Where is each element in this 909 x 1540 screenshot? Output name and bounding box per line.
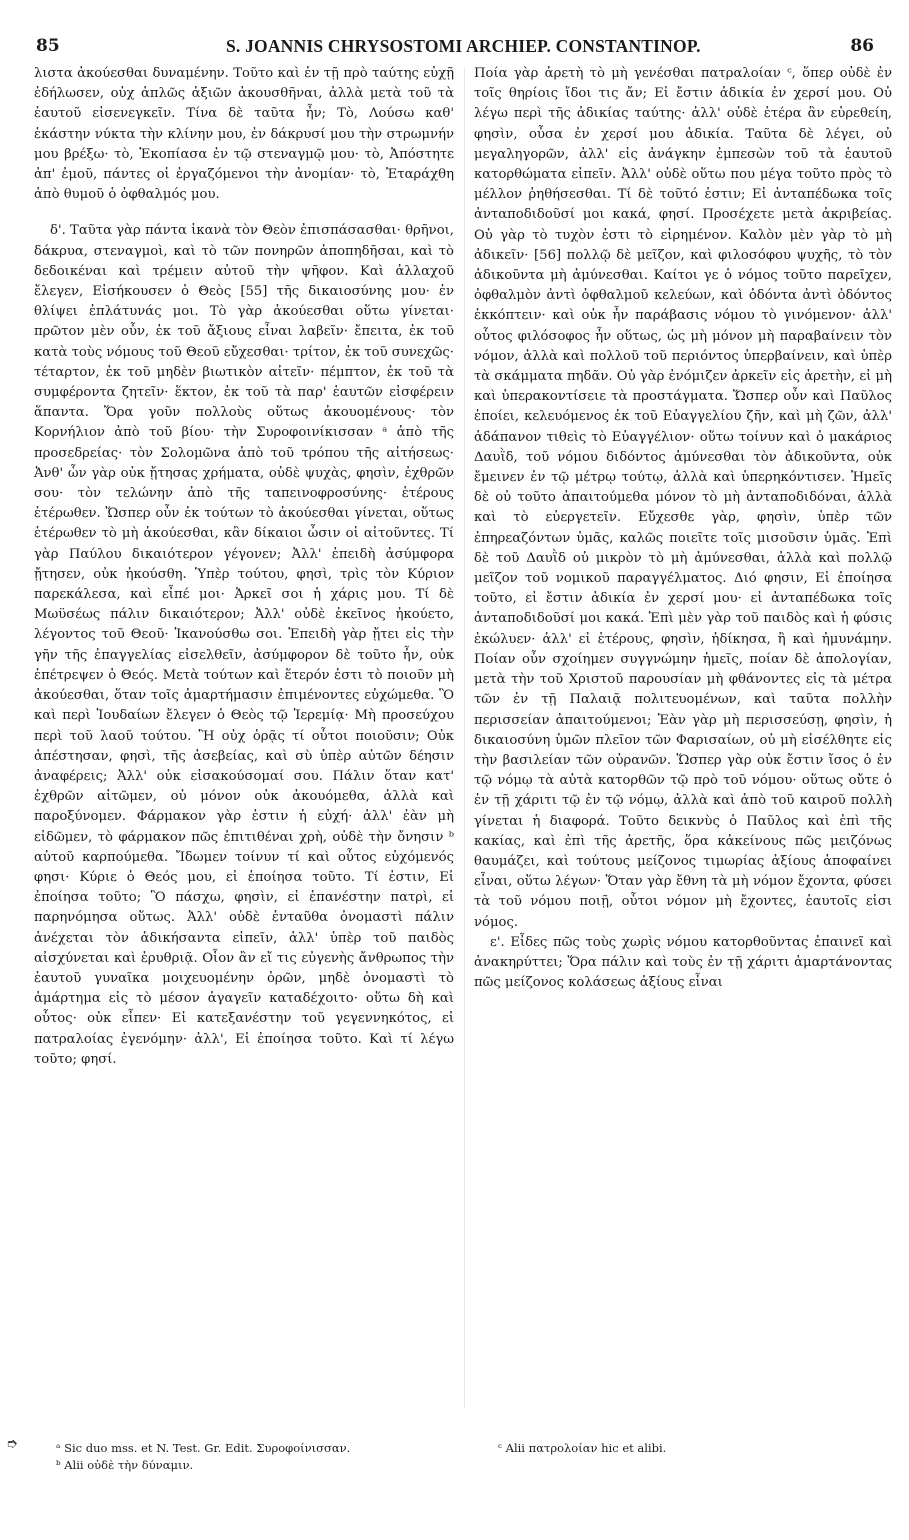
right-column: [474, 64, 892, 993]
right-paragraph-1: Ποία γὰρ ἀρετὴ τὸ μὴ γενέσθαι πατραλοίαν ᶜ, ὅπερ οὐδὲ ἐν τοῖς θηρίοις ἴδοι τις ἄν; Εἰ ἔστιν ἀδικία ἐν χερσί μου. Οὐ λέγω περὶ τῆς ἀδικίας ταύτης· ἀλλ' οὐδὲ ἑτέρα ἂν εὑρεθείη, φησὶν, οὖσα ἐν χερσί μου ἀδικία. Ταῦτα δὲ λέγει, οὐ μεγαληγορῶν, ἀλλ' εἰς ἀνάγκην ἐμπεσὼν τοῦ τὰ ἑαυτοῦ κατορθώματα εἰπεῖν. Ἀλλ' οὐδὲ οὕτω που μέγα τοῦτο πρὸς τὸ μέλλον ῥηθήσεσθαι. Τί δὲ τοῦτό ἐστιν; Εἰ ἀνταπέδωκα τοῖς ἀνταποδιδοῦσί μοι κακά, φησί. Προσέχετε μετὰ ἀκριβείας. Οὐ γὰρ τὸ τυχὸν ἐστι τὸ εἰρημένον. Καλὸν μὲν γὰρ τὸ μὴ ἀδικεῖν· [56] πολλῷ δὲ μεῖζον, καὶ φιλοσόφου ψυχῆς, τὸ τὸν ἀδικοῦντα μὴ ἀμύνεσθαι. Καίτοι γε ὁ νόμος τοῦτο παρεῖχεν, ὀφθαλμὸν ἀντὶ ὀφθαλμοῦ κελεύων, καὶ ὀδόντα ἀντὶ ὀδόντος ἐκκόπτειν· καὶ οὐκ ἦν παράβασις νόμου τὸ γινόμενον· ἀλλ' οὗτος φιλόσοφος ἦν οὕτως, ὡς μὴ μόνον μὴ παραβαίνειν τὸν νόμον, ἀλλὰ καὶ πολλοῦ τοῦ περιόντος ὑπερβαίνειν, καὶ ὑπὲρ τὰ σκάμματα πηδᾶν. Οὐ γὰρ ἐνόμιζεν ἀρκεῖν εἰς ἀρετὴν, εἰ μὴ καὶ ὑπερακοντίσειε τὰ προστάγματα. Ὥσπερ οὖν καὶ Παῦλος ἐποίει, κελευόμενος ἐκ τοῦ Εὐαγγελίου ζῆν, καὶ μὴ ζῶν, ἀλλ' ἀδάπανον τιθεὶς τὸ Εὐαγγέλιον· οὕτω τοίνυν καὶ ὁ μακάριος Δαυῒδ, τοῦ νόμου διδόντος ἀμύνεσθαι τὸν ἀδικοῦντα, οὐκ ἔμεινεν ἐν τῷ μέτρῳ τούτῳ, ἀλλὰ καὶ ὑπερηκόντισεν. Ἡμεῖς δὲ οὐ τοῦτο ἀπαιτούμεθα μόνον τὸ μὴ ἀνταποδιδόναι, ἀλλὰ καὶ τὸ εὐεργετεῖν. Εὔχεσθε γὰρ, φησὶν, ὑπὲρ τῶν ἐπηρεαζόντων ὑμᾶς, καλῶς ποιεῖτε τοῖς μισοῦσιν ὑμᾶς. Ἐπὶ δὲ τοῦ Δαυῒδ οὐ μικρὸν τὸ μὴ ἀμύνεσθαι, ἀλλὰ καὶ πολλῷ μεῖζον τοῦ νομικοῦ παραγγέλματος. Διό φησιν, Εἰ ἐποίησα τοῦτο, εἰ ἔστιν ἀδικία ἐν χερσί μου· εἰ ἀνταπέδωκα τοῖς ἀνταποδιδοῦσί μοι κακά. Ἐπὶ μὲν γὰρ τοῦ παιδὸς καὶ ἡ φύσις ἐκώλυεν· ἀλλ' εἰ ἑτέρους, φησὶν, ἠδίκησα, ἢ καὶ ἠμυνάμην. Ποίαν οὖν σχοίημεν συγγνώμην ἡμεῖς, ποίαν δὲ ἀπολογίαν, μετὰ τὴν τοῦ Χριστοῦ παρουσίαν μὴ φθάνοντες εἰς τὰ μέτρα τῶν ἐν τῇ Παλαιᾷ πολιτευομένων, καὶ ταῦτα πολλὴν περισσείαν ἀπαιτούμενοι; Ἐὰν γὰρ μὴ περισσεύσῃ, φησὶν, ἡ δικαιοσύνη ὑμῶν πλεῖον τῶν Φαρισαίων, οὐ μὴ εἰσέλθητε εἰς τὴν βασιλείαν τῶν οὐρανῶν. Ὥσπερ γὰρ οὐκ ἔστιν ἴσος ὁ ἐν τῷ νόμῳ τὰ αὐτὰ κατορθῶν τῷ πρὸ τοῦ νόμου· οὕτως οὔτε ὁ ἐν τῇ χάριτι τῷ ἐν τῷ νόμῳ, ἀλλὰ καὶ ἀπὸ τοῦ καιροῦ πολλὴ γίνεται ἡ διαφορά. Τοῦτο δεικνὺς ὁ Παῦλος καὶ ἐπὶ τῆς κακίας, καὶ ἐπὶ τῆς ἀρετῆς, ὅρα κἀκείνους πῶς μειζόνως θαυμάζει, καὶ τούτους μείζονος τιμωρίας ἀξίους ἀποφαίνει εἶναι, οὕτω λέγων· Ὅταν γὰρ ἔθνη τὰ μὴ νόμον ἔχοντα, φύσει τὰ τοῦ νόμου ποιῇ, οὗτοι νόμον μὴ ἔχοντες, ἑαυτοῖς εἰσι νόμος.: [474, 66, 892, 930]
left-paragraph-2: δ'. Ταῦτα γὰρ πάντα ἱκανὰ τὸν Θεὸν ἐπισπάσασθαι· θρῆνοι, δάκρυα, στεναγμοὶ, καὶ τὸ τῶν πονηρῶν ἀποπηδῆσαι, καὶ τὸ δεδοικέναι καὶ τρέμειν αὐτοῦ τὴν ψῆφον. Καὶ ἀλλαχοῦ ἔλεγεν, Εἰσήκουσεν ὁ Θεὸς [55] τῆς δικαιοσύνης μου· ἐν θλίψει ἐπλάτυνάς μοι. Τὸ γὰρ ἀκούεσθαι οὕτω γίνεται· πρῶτον μὲν οὖν, ἐκ τοῦ ἄξιους εἶναι λαβεῖν· ἔπειτα, ἐκ τοῦ κατὰ τοὺς νόμους τοῦ Θεοῦ εὔχεσθαι· τρίτον, ἐκ τοῦ συνεχῶς· τέταρτον, ἐκ τοῦ μηδὲν βιωτικὸν αἰτεῖν· πέμπτον, ἐκ τοῦ τὰ συμφέροντα ζητεῖν· ἕκτον, ἐκ τοῦ τὰ παρ' ἑαυτῶν εἰσφέρειν ἅπαντα. Ὅρα γοῦν πολλοὺς οὕτως ἀκουομένους· τὸν Κορνήλιον ἀπὸ τοῦ βίου· τὴν Συροφοινίκισσαν ᵃ ἀπὸ τῆς προσεδρείας· τὸν Σολομῶνα ἀπὸ τοῦ τρόπου τῆς αἰτήσεως· Ἀνθ' ὧν γὰρ οὐκ ᾔτησας χρήματα, οὐδὲ ψυχὰς, φησὶν, ἐχθρῶν σου· τὸν τελώνην ἀπὸ τῆς ταπεινοφροσύνης· ἑτέρους ἑτέρωθεν. Ὥσπερ οὖν ἐκ τούτων τὸ ἀκούεσθαι γίνεται, οὕτως ἑτέρωθεν τὸ μὴ ἀκούεσθαι, κἂν δίκαιοι ὦσιν οἱ αἰτοῦντες. Τί γὰρ Παύλου δικαιότερον γέγονεν; Ἀλλ' ἐπειδὴ ἀσύμφορα ᾔτησεν, οὐκ ἠκούσθη. Ὑπὲρ τούτου, φησὶ, τρὶς τὸν Κύριον παρεκάλεσα, καὶ εἶπέ μοι· Ἀρκεῖ σοι ἡ χάρις μου. Τί δὲ Μωϋσέως πάλιν δικαιότερον; Ἀλλ' οὐδὲ ἐκεῖνος ἠκούετο, λέγοντος τοῦ Θεοῦ· Ἱκανούσθω σοι. Ἐπειδὴ γὰρ ᾔτει εἰς τὴν γῆν τῆς ἐπαγγελίας εἰσελθεῖν, ἀσύμφορον δὲ τοῦτο ἦν, οὐκ ἐπέτρεψεν ὁ Θεός. Μετὰ τούτων καὶ ἕτερόν ἐστι τὸ ποιοῦν μὴ ἀκούεσθαι, ὅταν τοῖς ἁμαρτήμασιν ἐπιμένοντες εὐχώμεθα. Ὃ καὶ περὶ Ἰουδαίων ἔλεγεν ὁ Θεὸς τῷ Ἱερεμίᾳ· Μὴ προσεύχου περὶ τοῦ λαοῦ τούτου. Ἢ οὐχ ὁρᾷς τί οὗτοι ποιοῦσιν; Οὐκ ἀπέστησαν, φησὶ, τῆς ἀσεβείας, καὶ σὺ ὑπὲρ αὐτῶν δέησιν ἀναφέρεις; Ἀλλ' οὐκ εἰσακούσομαί σου. Πάλιν ὅταν κατ' ἐχθρῶν αἰτῶμεν, οὐ μόνον οὐκ ἀκουόμεθα, ἀλλὰ καὶ παροξύνομεν. Φάρμακον γὰρ ἐστιν ἡ εὐχή· ἀλλ' ἐὰν μὴ εἰδῶμεν, τὸ φάρμακον πῶς ἐπιτιθέναι χρὴ, οὐδὲ τὴν ὄνησιν ᵇ αὐτοῦ καρπούμεθα. Ἴδωμεν τοίνυν τί καὶ οὗτος εὐχόμενός φησι· Κύριε ὁ Θεός μου, εἰ ἐποίησα τοῦτο. Τί ἐστιν, Εἰ ἐποίησα τοῦτο; Ὃ πάσχω, φησὶν, εἰ ἐπανέστην πατρὶ, εἰ παρηνόμησα οὕτως. Ἀλλ' οὐδὲ ἐνταῦθα ὀνομαστὶ πάλιν ἀνέχεται τὸν ἀδικήσαντα εἰπεῖν, ἀλλ' ὑπὲρ τοῦ παιδὸς αἰσχύνεται καὶ ἐρυθριᾷ. Οἷον ἂν εἴ τις εὐγενὴς ἄνθρωπος τὴν ἑαυτοῦ γυναῖκα μοιχευομένην ὁρῶν, μηδὲ ὀνομαστὶ τὸ ἁμάρτημα εἰς τὸ μέσον ἀγαγεῖν καταδέχοιτο· οὕτω δὴ καὶ οὗτος· οὐκ εἶπεν· Εἰ κατεξανέστην τοῦ γεγεννηκότος, εἰ πατραλοίας ἐγενόμην· ἀλλ', Εἰ ἐποίησα τοῦτο. Καὶ τί λέγω τοῦτο; φησί.: [34, 223, 454, 1067]
footnotes-right: [498, 1440, 878, 1457]
left-page-number: 85: [36, 36, 60, 56]
right-paragraph-2: ε'. Εἶδες πῶς τοὺς χωρὶς νόμου κατορθοῦντας ἐπαινεῖ καὶ ἀνακηρύττει; Ὅρα πάλιν καὶ τοὺς ἐν τῇ χάριτι ἁμαρτάνοντας πῶς μείζονος κολάσεως ἀξίους εἶναι: [474, 934, 892, 991]
footnotes-left: [56, 1440, 456, 1474]
footnote-a: ᵃ Sic duo mss. et N. Test. Gr. Edit. Συροφοίνισσαν.: [56, 1441, 351, 1455]
column-divider: [464, 68, 465, 1408]
left-paragraph-1: λιστα ἀκούεσθαι δυναμένην. Τοῦτο καὶ ἐν τῇ πρὸ ταύτης εὐχῇ ἐδήλωσεν, οὐχ ἁπλῶς ἀξιῶν ἀκουσθῆναι, ἀλλὰ μετὰ τοῦ τὰ ἑαυτοῦ εἰσενεγκεῖν. Τίνα δὲ ταῦτα ἦν; Τὸ, Λούσω καθ' ἑκάστην νύκτα τὴν κλίνην μου, ἐν δάκρυσί μου τὴν στρωμνήν μου βρέξω· τὸ, Ἐκοπίασα ἐν τῷ στεναγμῷ μου· τὸ, Ἀπόστητε ἀπ' ἐμοῦ, πάντες οἱ ἐργαζόμενοι τὴν ἀνομίαν· τὸ, Ἐταράχθη ἀπὸ θυμοῦ ὁ ὀφθαλμός μου.: [34, 66, 454, 203]
footnote-b: ᵇ Alii οὐδὲ τὴν δύναμιν.: [56, 1458, 194, 1472]
left-column: [34, 64, 454, 1070]
page-header: [36, 36, 874, 64]
right-page-number: 86: [850, 36, 874, 56]
footnote-c: ᶜ Alii πατρολοίαν hic et alibi.: [498, 1441, 667, 1455]
running-title: S. JOANNIS CHRYSOSTOMI ARCHIEP. CONSTANTINOP.: [226, 36, 701, 56]
margin-arrow-mark: ➮: [6, 1436, 18, 1452]
